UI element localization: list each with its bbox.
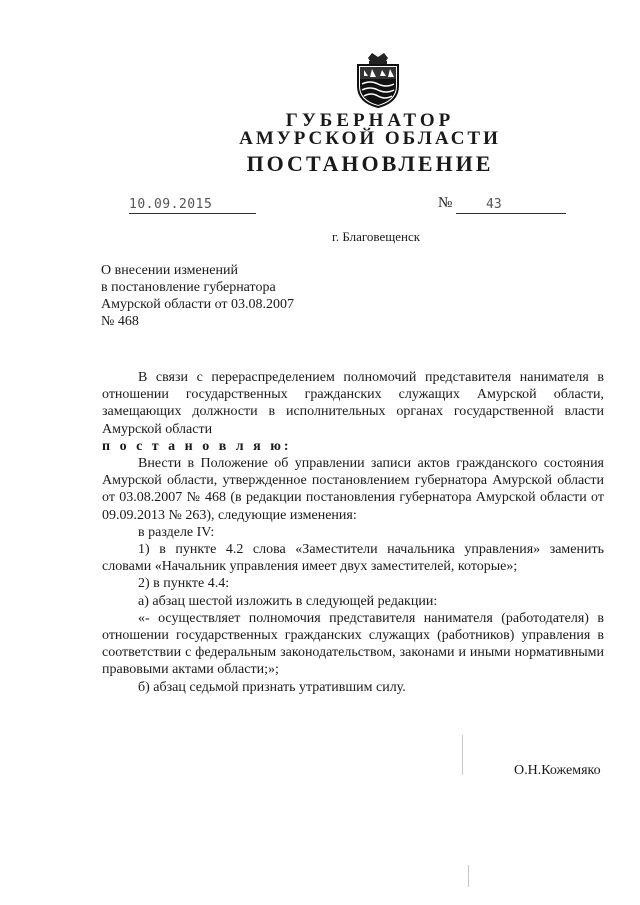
item-2b-paragraph: б) абзац седьмой признать утратившим силу. — [138, 679, 406, 695]
scan-mark-divider — [462, 735, 463, 775]
document-subject — [101, 262, 294, 330]
subject-line: № 468 — [101, 314, 139, 329]
quoted-text-paragraph: «- осуществляет полномочия представителя нанимателя (работодателя) в отношении государственных гражданских служащих (работников) управления в соответствии с федеральным законодательством, законами и иными нормативными правовыми актами области;»; — [102, 610, 604, 678]
subject-line: О внесении изменений — [101, 263, 238, 278]
issuer-title-line2: АМУРСКОЙ ОБЛАСТИ — [239, 128, 501, 149]
item-2a-paragraph: а) абзац шестой изложить в следующей редакции: — [138, 593, 438, 609]
decree-word: п о с т а н о в л я ю: — [102, 438, 292, 454]
intro-paragraph: Внести в Положение об управлении записи актов гражданского состояния Амурской области, утвержденное постановлением губернатора Амурской области от 03.08.2007 № 468 (в редакции постановления губернатора Амурской области от 09.09.2013 № 263), следующие изменения: — [102, 456, 604, 523]
document-number: 43 — [456, 197, 566, 214]
signature-name: О.Н.Кожемяко — [514, 763, 601, 778]
scan-mark-divider — [468, 865, 469, 887]
number-sign: № — [438, 195, 453, 211]
document-type: ПОСТАНОВЛЕНИЕ — [246, 151, 494, 176]
issue-city: г. Благовещенск — [332, 229, 421, 244]
item-2-paragraph: 2) в пункте 4.4: — [138, 576, 230, 592]
issuer-title-line1: ГУБЕРНАТОР — [285, 110, 455, 131]
preamble-paragraph: В связи с перераспределением полномочий представителя нанимателя в отношении государственных гражданских служащих Амурской области, замещающих должности в исполнительных органах государственной власти Амурской области — [102, 370, 604, 437]
subject-line: в постановление губернатора — [101, 280, 276, 295]
subject-line: Амурской области от 03.08.2007 — [101, 297, 294, 312]
item-1-paragraph: 1) в пункте 4.2 слова «Заместители начальника управления» заменить словами «Начальник управления имеет двух заместителей, которые»; — [102, 542, 604, 575]
section-paragraph: в разделе IV: — [138, 524, 215, 540]
coat-of-arms-emblem — [352, 52, 404, 108]
document-date: 10.09.2015 — [129, 197, 256, 214]
document-body — [102, 369, 604, 696]
